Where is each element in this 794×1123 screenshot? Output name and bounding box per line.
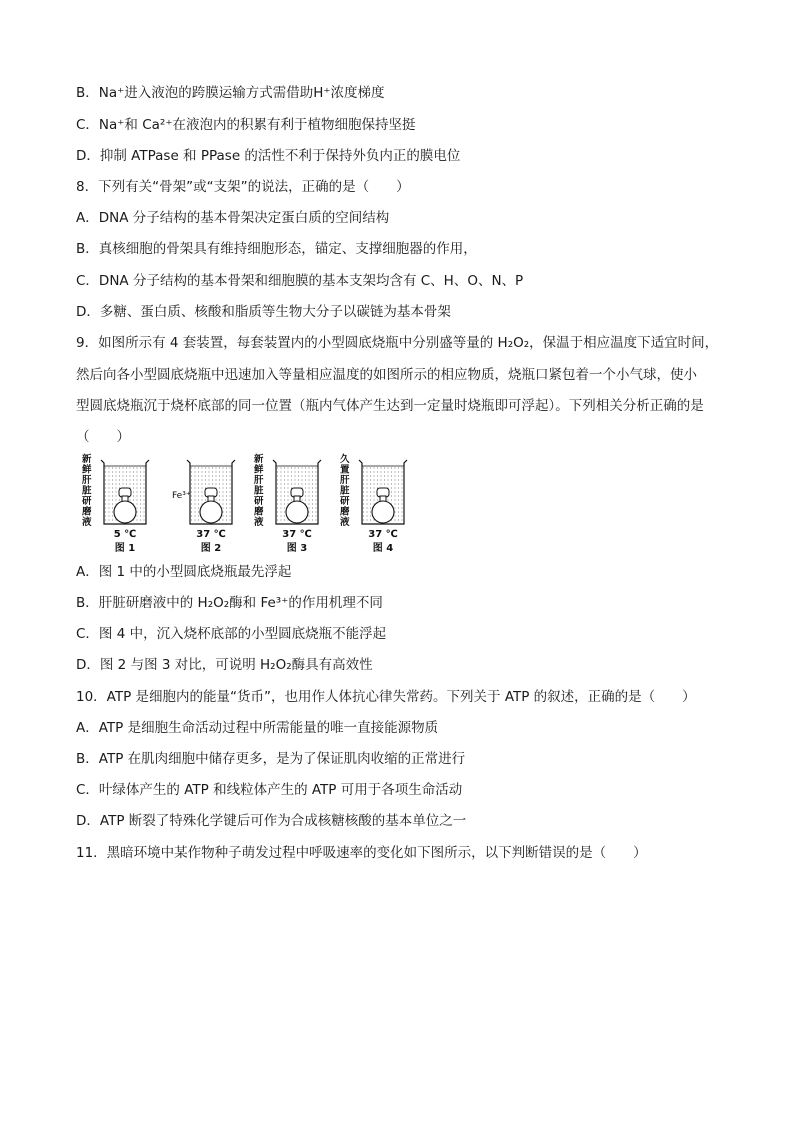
figure-caption: 图 4 [372, 543, 394, 554]
figure-caption: 图 3 [286, 543, 308, 554]
beaker-diagram [76, 452, 416, 556]
fe3-label: Fe³⁺ [172, 491, 191, 501]
q9-stem-line-4: （ ） [76, 429, 130, 445]
q8-option-b: B．真核细胞的骨架具有维持细胞形态，锚定、支撑细胞器的作用， [76, 241, 477, 257]
temperature-label: 37 ℃ [368, 529, 398, 540]
side-label-char: 脏 [254, 485, 264, 497]
side-label-char: 鲜 [82, 464, 92, 476]
side-label-char: 研 [82, 496, 92, 507]
q8-option-c: C．DNA 分子结构的基本骨架和细胞膜的基本支架均含有 C、H、O、N、P [76, 273, 524, 289]
side-label-char: 久 [340, 454, 350, 465]
q9-stem-line-1: 9．如图所示有 4 套装置，每套装置内的小型圆底烧瓶中分别盛等量的 H₂O₂，保温于相应温度下适宜时间， [76, 335, 719, 351]
side-label-char: 液 [82, 517, 92, 528]
q9-option-a: A．图 1 中的小型圆底烧瓶最先浮起 [76, 564, 292, 580]
q10-option-a: A．ATP 是细胞生命活动过程中所需能量的唯一直接能源物质 [76, 720, 439, 736]
side-label-char: 肝 [82, 475, 92, 486]
side-label-char: 肝 [340, 475, 350, 486]
q7-option-c: C．Na⁺和 Ca²⁺在液泡内的积累有利于植物细胞保持坚挺 [76, 117, 416, 133]
q9-beaker-figure [76, 452, 416, 556]
q9-option-c: C．图 4 中，沉入烧杯底部的小型圆底烧瓶不能浮起 [76, 626, 387, 642]
side-label-char: 磨 [82, 506, 92, 518]
flask-body [200, 501, 222, 523]
q10-option-c: C．叶绿体产生的 ATP 和线粒体产生的 ATP 可用于各项生命活动 [76, 782, 463, 798]
side-label-char: 置 [340, 464, 350, 476]
flask-body [286, 501, 308, 523]
figure-caption: 图 1 [114, 543, 136, 554]
q10-option-d: D．ATP 断裂了特殊化学键后可作为合成核糖核酸的基本单位之一 [76, 813, 467, 829]
temperature-label: 37 ℃ [282, 529, 312, 540]
figure-caption: 图 2 [200, 543, 222, 554]
q8-option-a: A．DNA 分子结构的基本骨架决定蛋白质的空间结构 [76, 210, 390, 226]
q9-stem-line-2: 然后向各小型圆底烧瓶中迅速加入等量相应温度的如图所示的相应物质，烧瓶口紧包着一个小气球，使小 [76, 367, 697, 383]
side-label-char: 新 [254, 454, 264, 465]
side-label-char: 新 [82, 454, 92, 465]
flask-body [372, 501, 394, 523]
side-label-char: 液 [254, 517, 264, 528]
side-label-char: 研 [340, 496, 350, 507]
side-label-char: 脏 [340, 485, 350, 497]
q9-option-b: B．肝脏研磨液中的 H₂O₂酶和 Fe³⁺的作用机理不同 [76, 595, 383, 611]
q8-stem: 8．下列有关“骨架”或“支架”的说法，正确的是（ ） [76, 179, 410, 195]
q9-option-d: D．图 2 与图 3 对比，可说明 H₂O₂酶具有高效性 [76, 657, 373, 673]
q10-stem: 10．ATP 是细胞内的能量“货币”，也用作人体抗心律失常药。下列关于 ATP 的叙述，正确的是（ ） [76, 689, 696, 705]
flask-body [114, 501, 136, 523]
side-label-char: 研 [254, 496, 264, 507]
side-label-char: 肝 [254, 475, 264, 486]
side-label-char: 液 [340, 517, 350, 528]
side-label-char: 鲜 [254, 464, 264, 476]
temperature-label: 5 ℃ [113, 529, 137, 540]
side-label-char: 磨 [254, 506, 264, 518]
q7-option-d: D．抑制 ATPase 和 PPase 的活性不利于保持外负内正的膜电位 [76, 148, 461, 164]
temperature-label: 37 ℃ [196, 529, 226, 540]
q9-stem-line-3: 型圆底烧瓶沉于烧杯底部的同一位置（瓶内气体产生达到一定量时烧瓶即可浮起）。下列相关分析正确的是 [76, 398, 704, 414]
q8-option-d: D．多糖、蛋白质、核酸和脂质等生物大分子以碳链为基本骨架 [76, 304, 451, 320]
q11-stem: 11．黑暗环境中某作物种子萌发过程中呼吸速率的变化如下图所示，以下判断错误的是（ ） [76, 845, 647, 861]
side-label-char: 磨 [340, 506, 350, 518]
q10-option-b: B．ATP 在肌肉细胞中储存更多，是为了保证肌肉收缩的正常进行 [76, 751, 466, 767]
q7-option-b: B．Na⁺进入液泡的跨膜运输方式需借助H⁺浓度梯度 [76, 85, 385, 101]
side-label-char: 脏 [82, 485, 92, 497]
